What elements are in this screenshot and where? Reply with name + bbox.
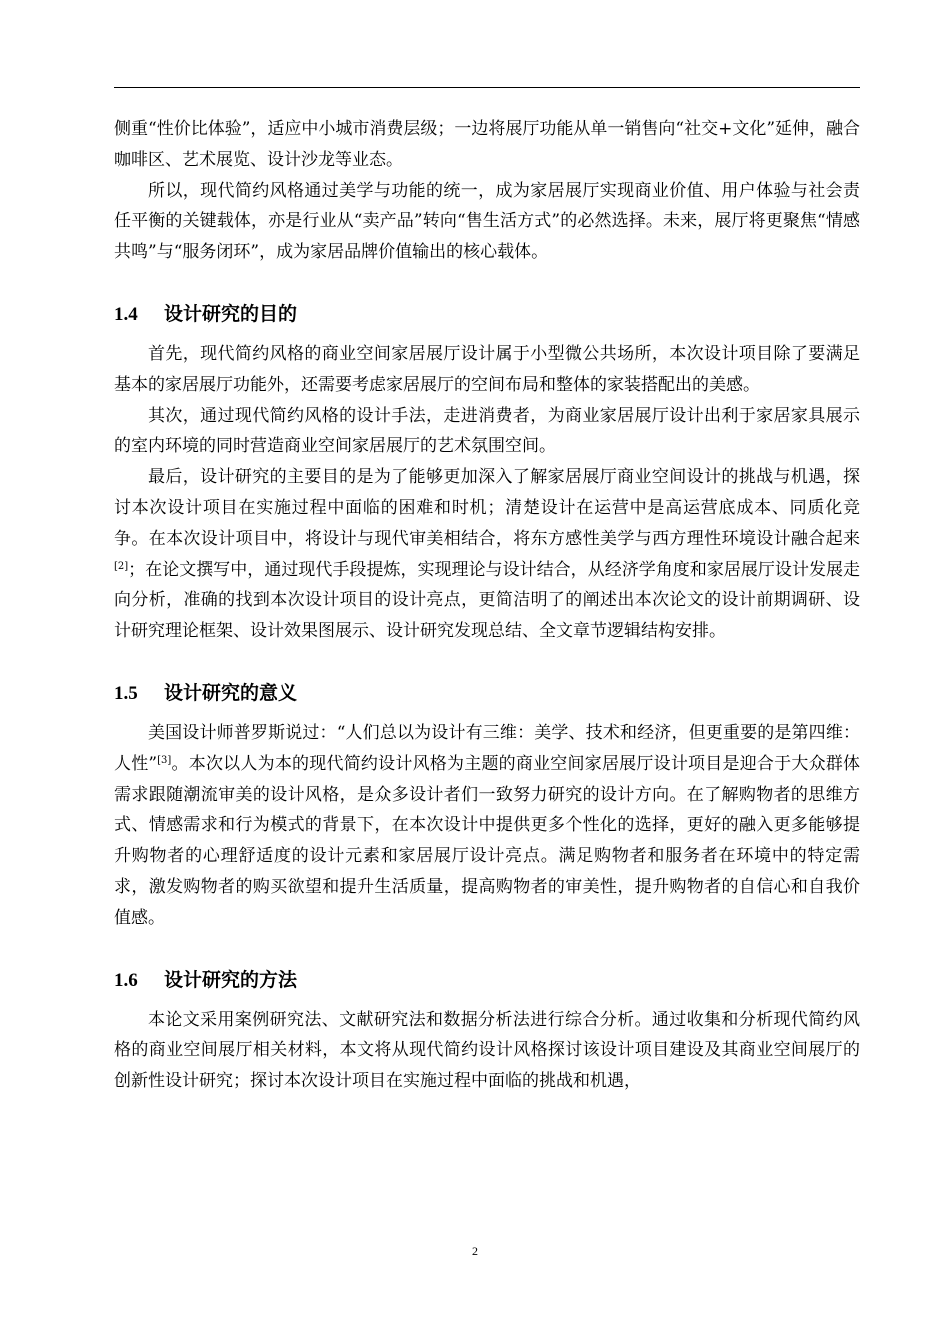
section-title: 设计研究的方法 (164, 968, 298, 991)
text-run: 最后，设计研究的主要目的是为了能够更加深入了解家居展厅商业空间设计的挑战与机遇，探讨本次设计项目在实施过程中面临的困难和时机；清楚设计在运营中是高运营底成本、同质化竞争。在本次设计项目中，将设计与现代审美相结合，将东方感性美学与西方理性环境设计融合起来 (114, 467, 860, 549)
section-heading-1-6 (114, 965, 860, 996)
paragraph-purpose-1: 首先，现代简约风格的商业空间家居展厅设计属于小型微公共场所，本次设计项目除了要满足基本的家居展厅功能外，还需要考虑家居展厅的空间布局和整体的家装搭配出的美感。 (114, 343, 860, 395)
section-heading-1-4 (114, 299, 860, 330)
section-title: 设计研究的目的 (164, 302, 298, 325)
citation-ref: [2] (114, 560, 129, 572)
paragraph-summary: 所以，现代简约风格通过美学与功能的统一，成为家居展厅实现商业价值、用户体验与社会责任平衡的关键载体，亦是行业从“卖产品”转向“售生活方式”的必然选择。未来，展厅将更聚焦“情感共鸣”与“服务闭环”，成为家居品牌价值输出的核心载体。 (114, 180, 860, 263)
citation-ref: [3] (157, 754, 172, 766)
section-title: 设计研究的意义 (164, 681, 298, 704)
section-heading-1-5 (114, 678, 860, 709)
paragraph-purpose-3 (114, 462, 860, 647)
header-rule (114, 87, 860, 88)
text-run: 。本次以人为本的现代简约设计风格为主题的商业空间家居展厅设计项目是迎合于大众群体需求跟随潮流审美的设计风格，是众多设计者们一致努力研究的设计方向。在了解购物者的思维方式、情感需求和行为模式的背景下，在本次设计中提供更多个性化的选择，更好的融入更多能够提升购物者的心理舒适度的设计元素和家居展厅设计亮点。满足购物者和服务者在环境中的特定需求，激发购物者的购买欲望和提升生活质量，提高购物者的审美性，提升购物者的自信心和自我价值感。 (114, 753, 861, 928)
page-number: 2 (472, 1244, 478, 1258)
paragraph-method: 本论文采用案例研究法、文献研究法和数据分析法进行综合分析。通过收集和分析现代简约风格的商业空间展厅相关材料，本文将从现代简约设计风格探讨该设计项目建设及其商业空间展厅的创新性设计研究；探讨本次设计项目在实施过程中面临的挑战和机遇， (114, 1009, 860, 1092)
paragraph-continued: 侧重“性价比体验”，适应中小城市消费层级；一边将展厅功能从单一销售向“社交+文化”延伸，融合咖啡区、艺术展览、设计沙龙等业态。 (114, 119, 861, 170)
paragraph-significance (114, 718, 860, 934)
section-number: 1.4 (114, 303, 138, 325)
page-content (114, 114, 860, 1097)
paragraph-purpose-2: 其次，通过现代简约风格的设计手法，走进消费者，为商业家居展厅设计出利于家居家具展示的室内环境的同时营造商业空间家居展厅的艺术氛围空间。 (114, 405, 860, 457)
section-number: 1.6 (114, 969, 138, 991)
text-run: 美国设计师普罗斯说过：“人们总以为设计有三维：美学、技术和经济，但更重要的是第四维：人性” (114, 722, 860, 774)
text-run: ；在论文撰写中，通过现代手段提炼，实现理论与设计结合，从经济学角度和家居展厅设计发展走向分析，准确的找到本次设计项目的设计亮点，更简洁明了的阐述出本次论文的设计前期调研、设计研究理论框架、设计效果图展示、设计研究发现总结、全文章节逻辑结构安排。 (114, 559, 860, 642)
section-number: 1.5 (114, 682, 138, 704)
